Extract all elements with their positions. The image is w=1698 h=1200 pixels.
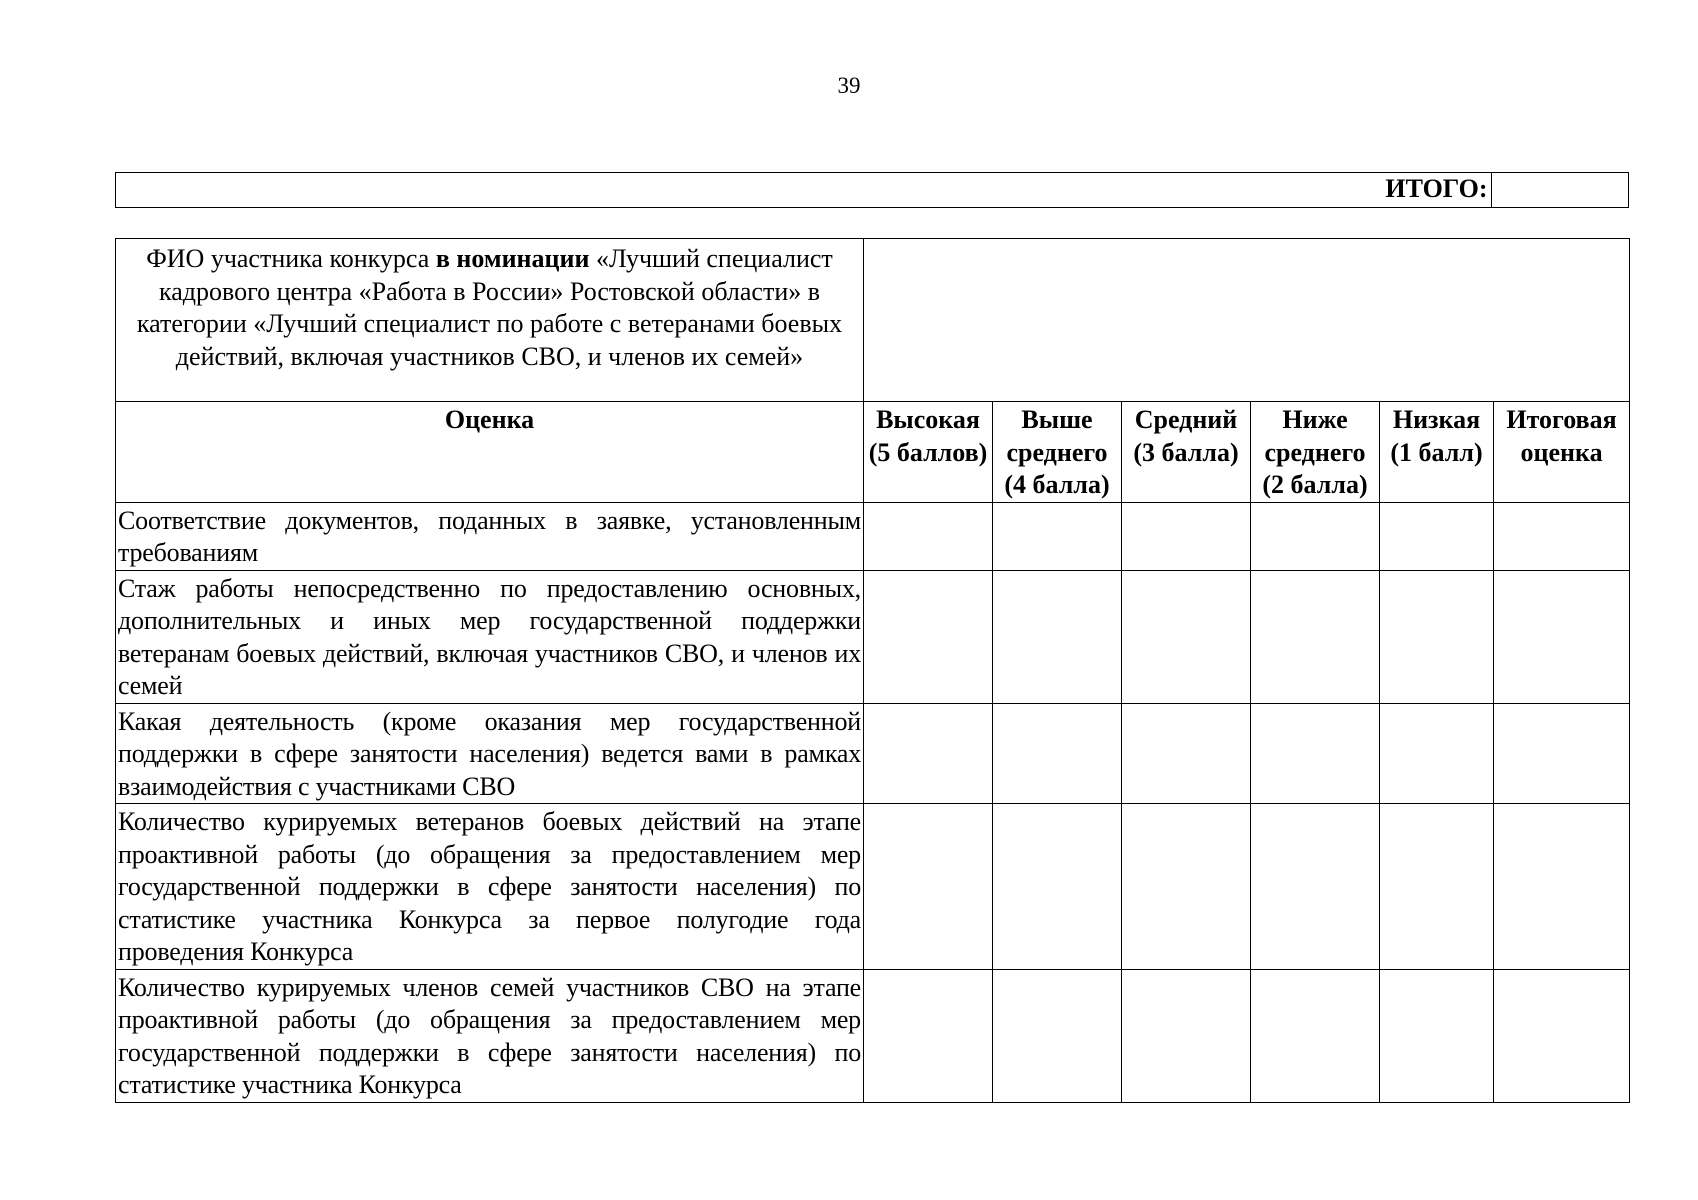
score-cell[interactable] (1251, 570, 1380, 703)
nomination-title (116, 239, 864, 402)
rating-header-above-average: Выше среднего (4 балла) (993, 402, 1122, 503)
page-number: 39 (837, 73, 861, 98)
final-score-cell[interactable] (1494, 969, 1630, 1102)
nomination-row (116, 239, 1630, 402)
score-cell[interactable] (993, 703, 1122, 804)
criterion-text: Какая деятельность (кроме оказания мер государственной поддержки в сфере занятости населения) ведется вами в рамках взаимодействия с участниками СВО (116, 703, 864, 804)
criterion-row (116, 502, 1630, 570)
total-row (116, 173, 1629, 208)
score-cell[interactable] (1380, 703, 1494, 804)
rating-header-low: Низкая (1 балл) (1380, 402, 1494, 503)
score-cell[interactable] (1380, 804, 1494, 970)
rating-header-average: Средний (3 балла) (1122, 402, 1251, 503)
rating-header-high: Высокая (5 баллов) (864, 402, 993, 503)
nomination-prefix: ФИО участника конкурса (146, 244, 436, 273)
score-cell[interactable] (1380, 502, 1494, 570)
criterion-row (116, 570, 1630, 703)
rating-header-final: Итоговая оценка (1494, 402, 1630, 503)
nomination-bold: в номинации (435, 244, 590, 273)
total-value-cell[interactable] (1491, 173, 1628, 208)
criterion-text: Стаж работы непосредственно по предоставлению основных, дополнительных и иных мер государственной поддержки ветеранам боевых действий, включая участников СВО, и членов их семей (116, 570, 864, 703)
score-cell[interactable] (993, 570, 1122, 703)
score-cell[interactable] (864, 703, 993, 804)
header-row (116, 402, 1630, 503)
total-table (115, 172, 1629, 208)
assessment-header: Оценка (116, 402, 864, 503)
score-cell[interactable] (864, 502, 993, 570)
score-cell[interactable] (1122, 804, 1251, 970)
criterion-text: Соответствие документов, поданных в заявке, установленным требованиям (116, 502, 864, 570)
score-cell[interactable] (1251, 804, 1380, 970)
criterion-row (116, 969, 1630, 1102)
score-cell[interactable] (993, 969, 1122, 1102)
score-cell[interactable] (1380, 969, 1494, 1102)
evaluation-table (115, 238, 1630, 1103)
score-cell[interactable] (1251, 502, 1380, 570)
criterion-row (116, 804, 1630, 970)
score-cell[interactable] (993, 804, 1122, 970)
rating-header-below-average: Ниже среднего (2 балла) (1251, 402, 1380, 503)
score-cell[interactable] (1122, 703, 1251, 804)
score-cell[interactable] (1251, 969, 1380, 1102)
criterion-text: Количество курируемых членов семей участников СВО на этапе проактивной работы (до обращения за предоставлением мер государственной поддержки в сфере занятости населения) по статистике участника Конкурса (116, 969, 864, 1102)
nomination-suffix: «Лучший специалист кадрового центра «Работа в России» Ростовской области» в категории «Лучший специалист по работе с ветеранами боевых действий, включая участников СВО, и членов их семей» (136, 244, 843, 371)
score-cell[interactable] (1122, 502, 1251, 570)
score-cell[interactable] (864, 969, 993, 1102)
final-score-cell[interactable] (1494, 804, 1630, 970)
total-label: ИТОГО: (116, 173, 1492, 208)
score-cell[interactable] (1251, 703, 1380, 804)
score-cell[interactable] (1122, 570, 1251, 703)
final-score-cell[interactable] (1494, 570, 1630, 703)
final-score-cell[interactable] (1494, 703, 1630, 804)
score-cell[interactable] (864, 804, 993, 970)
score-cell[interactable] (993, 502, 1122, 570)
criterion-text: Количество курируемых ветеранов боевых действий на этапе проактивной работы (до обращения за предоставлением мер государственной поддержки в сфере занятости населения) по статистике участника Конкурса за первое полугодие года проведения Конкурса (116, 804, 864, 970)
score-cell[interactable] (1122, 969, 1251, 1102)
final-score-cell[interactable] (1494, 502, 1630, 570)
score-cell[interactable] (1380, 570, 1494, 703)
participant-name-cell[interactable] (864, 239, 1630, 402)
score-cell[interactable] (864, 570, 993, 703)
criterion-row (116, 703, 1630, 804)
